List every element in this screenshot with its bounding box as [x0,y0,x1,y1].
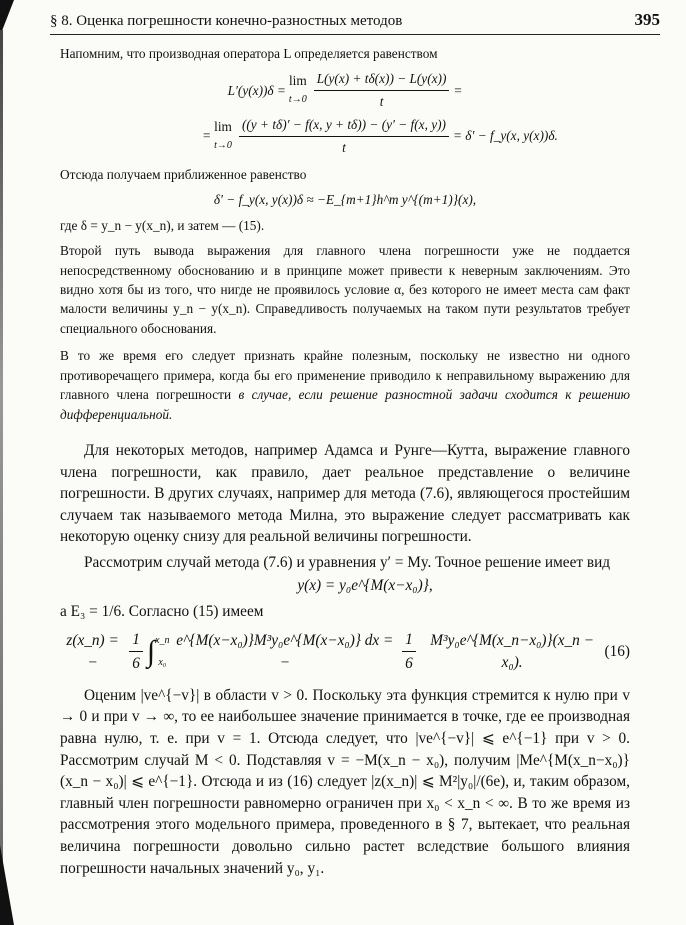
paragraph-exact-solution: Рассмотрим случай метода (7.6) и уравнения y′ = My. Точное решение имеет вид [84,553,611,571]
eq16-expression: z(x_n) = − $\frac{1}{6}$ ∫ x_n x₀ e^{M(x−x₀)}M³y₀e^{M(x−x₀)} dx = − $\frac{1}{6}$ M³y₀e^{M(x_n−x₀)}(x_n − x₀). [60,629,605,675]
eq1-fraction: $\frac{L(y(x) + t\delta(x)) - L(y(x))}{t}$ [314,69,450,111]
paragraph-methods: Для некоторых методов, например Адамса и Рунге—Кутта, выражение главного члена погрешности, как правило, дает реальное представление о величине погрешности. В других случаях, например для метода (7.6), являющегося простейшим случаем так называемого метода Милна, это выражение следует рассматривать как некоторую оценку снизу для реальной величины погрешности. [60,441,630,546]
scan-shadow-bottom [0,845,14,925]
eq2-fraction: $\frac{((y + t\delta)' - f(x, y + t\delta)) - (y' - f(x, y))}{t}$ [239,115,449,157]
limit-operator-2: lim t→0 [214,118,232,152]
approx-intro: Отсюда получаем приближенное равенство [60,167,307,183]
running-header [50,10,660,35]
equation-number: (16) [604,642,630,660]
eq1-tail: = [453,82,463,98]
page-body [60,44,630,879]
exact-solution-equation: y(x) = y₀e^{M(x−x₀)}, [297,577,433,595]
limit-operator: lim t→0 [288,72,307,106]
where-line: где δ = y_n − y(x_n), и затем — (15). [60,217,265,233]
eq1-left: L′(y(x))δ = [227,82,286,98]
remark-paragraph-1: Второй путь вывода выражения для главного члена погрешности уже не поддается непосредственному обоснованию и в принципе может привести к неверным заключениям. Это видно хотя бы из того, что нигде не проявилось условие α, без которого не имеет места сам факт малости величины y_n − y(x_n). Справедливость получаемых на таком пути результатов требует специального обоснования. [60,243,630,336]
page-number: 395 [634,10,660,29]
eq2-right: = δ′ − f_y(x, y(x))δ. [453,128,558,144]
equation-derivative-1 [60,69,630,111]
section-title: § 8. Оценка погрешности конечно-разностных методов [50,13,403,29]
eq16-fraction-left: $\frac{1}{6}$ [129,629,143,675]
e3-line: а E₃ = 1/6. Согласно (15) имеем [60,603,264,621]
eq2-left: = [202,128,212,144]
approx-equation: δ′ − f_y(x, y(x))δ ≈ −E_{m+1}h^m y^{(m+1)}(x), [213,192,477,208]
equation-derivative-2 [60,115,630,157]
intro-line: Напомним, что производная оператора L определяется равенством [60,46,438,61]
eq16-fraction-right: $\frac{1}{6}$ [402,629,416,675]
remark-emphasis: в случае, если решение разностной задачи сходится к решению дифференциальной. [60,387,630,422]
paragraph-estimate: Оценим |ve^{−v}| в области v > 0. Поскольку эта функция стремится к нулю при v → 0 и при v → ∞, то ее наибольшее значение принимается в точке, где ее производная равна нулю, т. е. при v = 1. Отсюда следует, что |ve^{−v}| ⩽ e^{−1} при v > 0. Рассмотрим случай M < 0. Подставляя v = −M(x_n − x₀), получим |Me^{M(x_n−x₀)}(x_n − x₀)| ⩽ e^{−1}. Отсюда и из (16) следует |z(x_n)| ⩽ M²|y₀|/(6e), и, таким образом, главный член погрешности равномерно ограничен при x₀ < x_n < ∞. В то же время из рассмотрения этого модельного примера, проведенного в § 7, вытекает, что реальная величина погрешности довольно сильно растет вследствие большого влияния погрешности начальных значений y₀, y₁. [60,686,630,877]
scan-spine-shadow [0,30,3,925]
remark-paragraph-2: В то же время его следует признать крайне полезным, поскольку не известно ни одного противоречащего примера, когда бы его применение приводило к неправильному выражению для главного члена погрешности в случае, если решение разностной задачи сходится к решению дифференциальной. [60,348,630,422]
integral-limits: x_n x₀ [155,634,170,668]
integral-sign: ∫ [146,634,156,668]
equation-16 [60,629,630,675]
